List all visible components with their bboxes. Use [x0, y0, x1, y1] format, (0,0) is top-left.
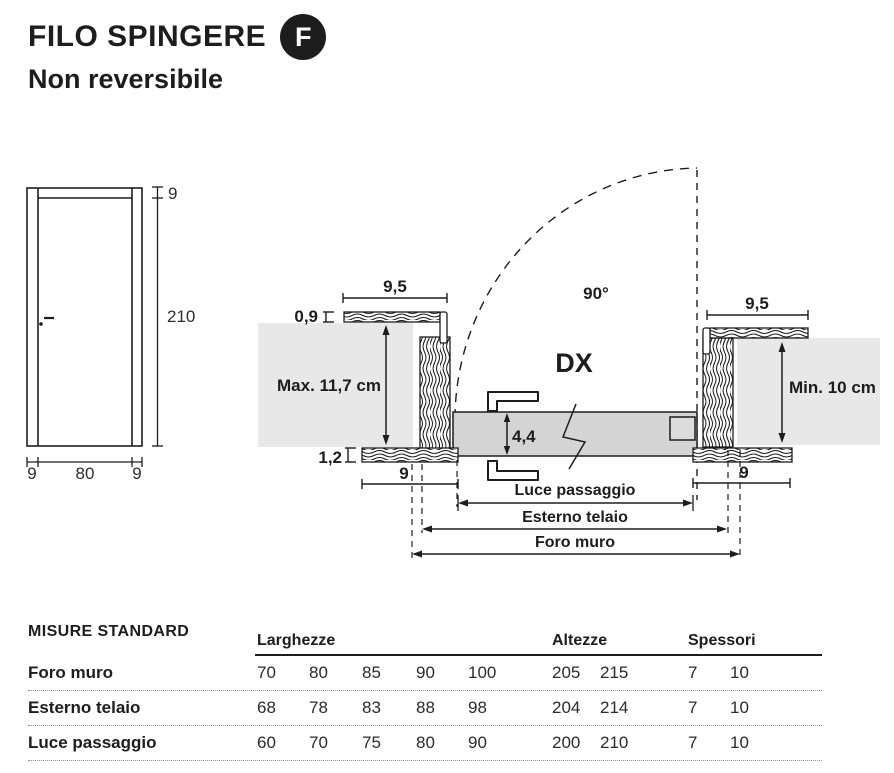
table-row-luce-passaggio [28, 726, 822, 761]
hinge-profile-top [488, 392, 538, 411]
swing-arc [455, 168, 697, 418]
hand-label-dx: DX [555, 348, 593, 378]
cell: 83 [362, 698, 381, 717]
right-bottom-architrave [693, 448, 792, 462]
standard-measures-table [28, 616, 822, 761]
cell: 100 [468, 663, 497, 682]
plan-section-drawing [258, 168, 880, 558]
cell: 68 [257, 698, 276, 717]
cell: 210 [600, 733, 629, 752]
dim-label-jamb-left: 9 [399, 464, 409, 483]
cell: 10 [730, 733, 749, 752]
cell: 204 [552, 698, 581, 717]
cell: 214 [600, 698, 629, 717]
cell: 7 [688, 698, 698, 717]
table-row-foro-muro [28, 656, 822, 691]
cell: 200 [552, 733, 581, 752]
cell: 7 [688, 733, 698, 752]
table-header-row [28, 616, 822, 656]
wall-left-label: Max. 11,7 cm [277, 376, 381, 395]
col-group-larghezze: Larghezze [257, 632, 336, 649]
cell: 90 [468, 733, 487, 752]
cell: 10 [730, 663, 749, 682]
right-architrave-return [703, 328, 710, 354]
left-top-architrave [344, 312, 440, 322]
drawing-svg [0, 145, 894, 575]
row-label: Esterno telaio [28, 698, 141, 717]
dim-label-jamb-right: 9 [739, 463, 749, 482]
luce-passaggio-label: Luce passaggio [514, 482, 636, 499]
hinge-profile-bottom [488, 461, 538, 480]
dim-label-bottom-80: 80 [75, 464, 95, 483]
page-subtitle: Non reversibile [28, 64, 224, 94]
cell: 70 [309, 733, 328, 752]
dim-label-bottom-right-9: 9 [132, 464, 142, 483]
page-header [28, 14, 326, 95]
foro-muro-label: Foro muro [535, 534, 615, 551]
technical-drawing [0, 145, 894, 575]
cell: 78 [309, 698, 328, 717]
cell: 88 [416, 698, 435, 717]
cell: 10 [730, 698, 749, 717]
table-title: MISURE STANDARD [28, 623, 190, 640]
dim-label-bottom-left-9: 9 [27, 464, 37, 483]
page-title: FILO SPINGERE [28, 20, 267, 53]
door-handle-dot [39, 322, 43, 326]
wall-right-label: Min. 10 cm [789, 378, 876, 397]
dim-label-top-9: 9 [168, 184, 178, 203]
cell: 98 [468, 698, 487, 717]
cell: 85 [362, 663, 381, 682]
dim-label-leaf-thickness: 4,4 [512, 427, 536, 446]
header-underline [255, 654, 822, 656]
left-bottom-architrave [362, 448, 458, 462]
table-row-esterno-telaio [28, 691, 822, 726]
cell: 215 [600, 663, 629, 682]
cell: 205 [552, 663, 581, 682]
left-architrave-return [440, 312, 447, 343]
col-group-altezze: Altezze [552, 632, 608, 649]
cell: 7 [688, 663, 698, 682]
dim-label-arch-right: 9,5 [745, 294, 769, 313]
lock-box [670, 417, 695, 440]
left-jamb-wood [420, 337, 450, 460]
swing-angle-label: 90° [583, 284, 609, 303]
row-label: Luce passaggio [28, 733, 157, 752]
door-leaf [453, 412, 697, 456]
row-label: Foro muro [28, 663, 113, 682]
dim-label-arch-left: 9,5 [383, 277, 407, 296]
cell: 80 [416, 733, 435, 752]
dim-label-arch-thickness: 0,9 [294, 307, 318, 326]
dim-label-height-210: 210 [167, 307, 196, 326]
esterno-telaio-label: Esterno telaio [522, 509, 628, 526]
dim-label-skirt-thickness: 1,2 [318, 448, 342, 467]
model-letter-badge: F [280, 14, 326, 60]
cell: 80 [309, 663, 328, 682]
door-elevation-drawing [27, 184, 195, 483]
cell: 75 [362, 733, 381, 752]
cell: 90 [416, 663, 435, 682]
cell: 70 [257, 663, 276, 682]
col-group-spessori: Spessori [688, 632, 756, 649]
cell: 60 [257, 733, 276, 752]
right-top-architrave [710, 328, 808, 338]
